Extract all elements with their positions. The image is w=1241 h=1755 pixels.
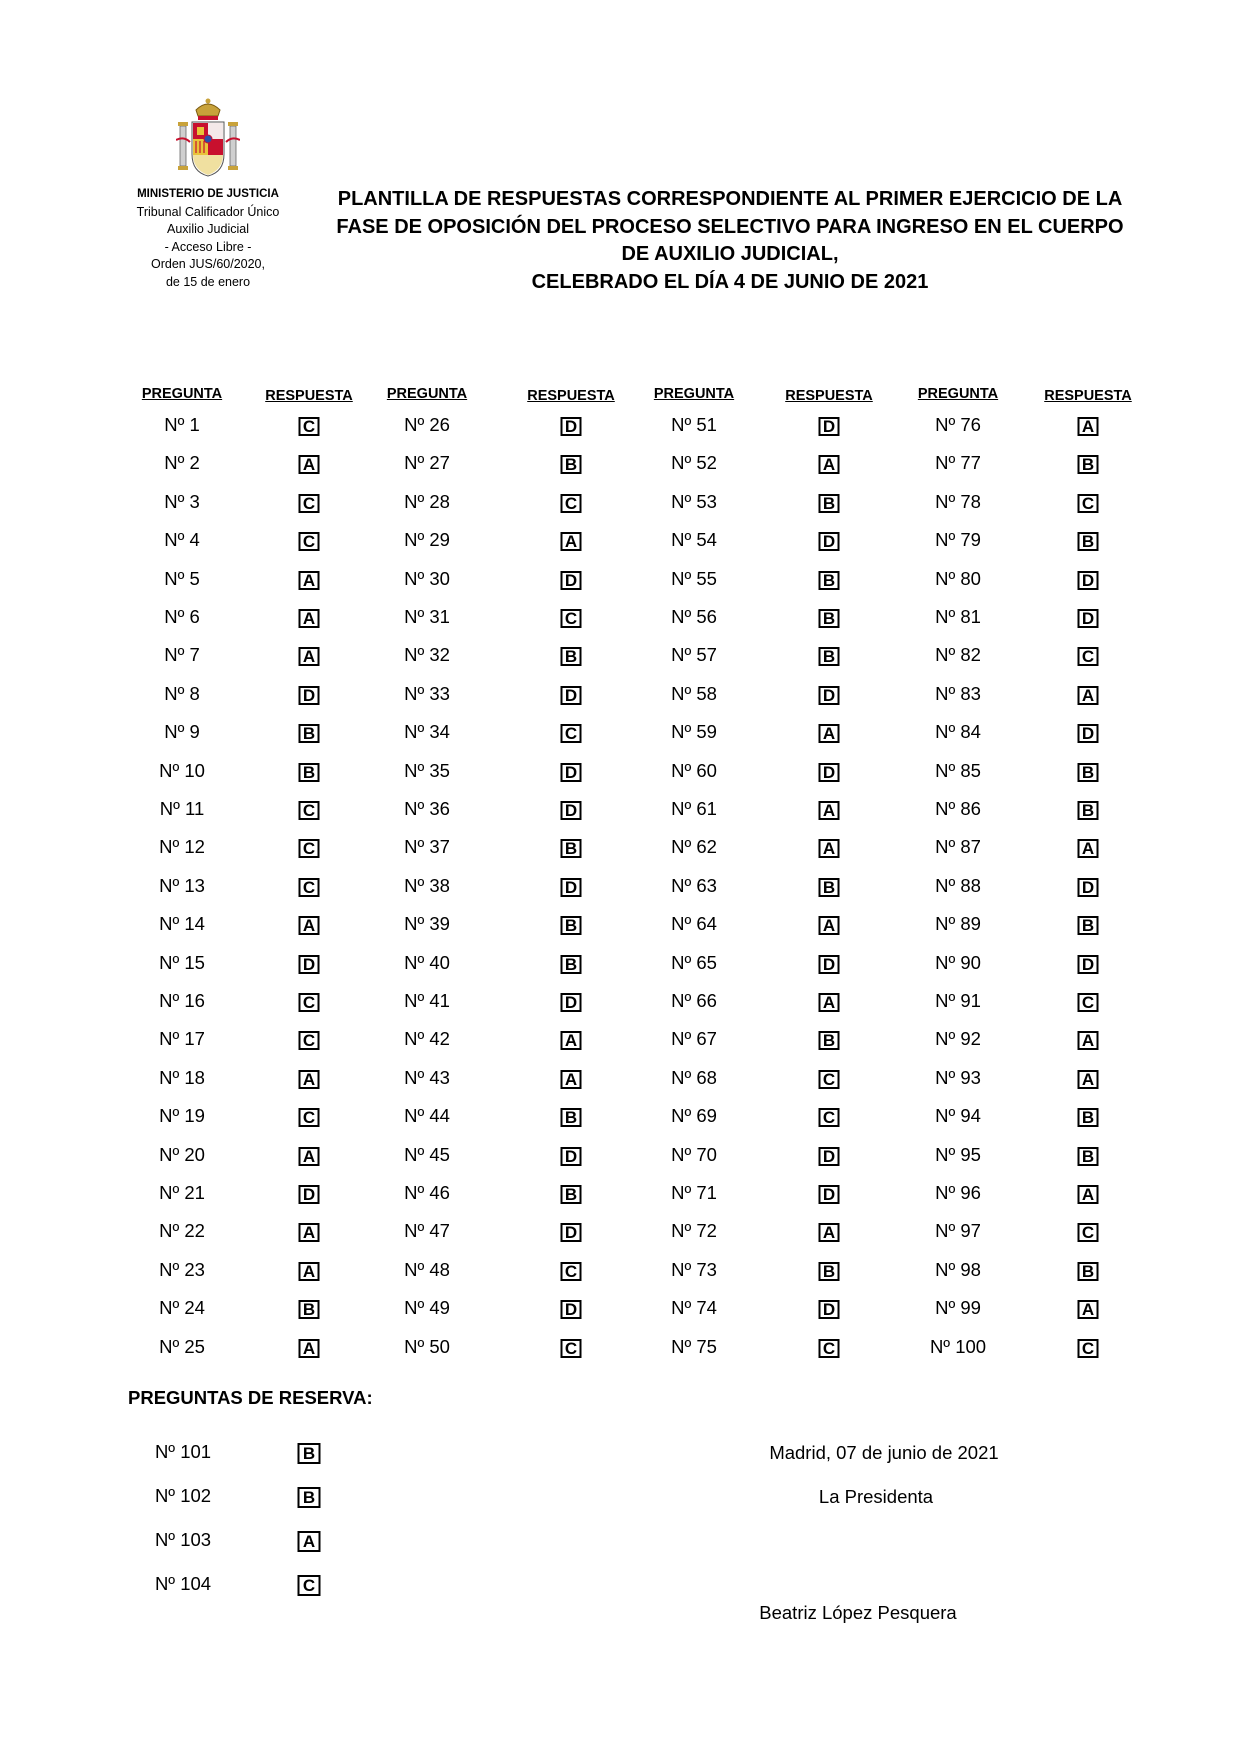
answer-box: A — [1078, 417, 1099, 436]
answer-box: B — [561, 955, 582, 974]
question-number: Nº 53 — [671, 490, 717, 512]
answer-box: B — [819, 1262, 840, 1281]
answer-box: B — [561, 1108, 582, 1127]
answer-box: C — [819, 1339, 840, 1358]
place-date: Madrid, 07 de junio de 2021 — [769, 1442, 999, 1463]
question-number: Nº 69 — [671, 1105, 717, 1127]
question-number: Nº 91 — [935, 990, 981, 1011]
question-number: Nº 7 — [164, 644, 200, 666]
question-number: Nº 21 — [159, 1182, 205, 1203]
title-line: CELEBRADO EL DÍA 4 DE JUNIO DE 2021 — [531, 270, 929, 293]
question-number: Nº 75 — [671, 1335, 717, 1357]
question-number: Nº 18 — [159, 1066, 205, 1088]
title-line: PLANTILLA DE RESPUESTAS CORRESPONDIENTE AL PRIMER EJERCICIO DE LA — [337, 188, 1123, 210]
question-number: Nº 12 — [159, 836, 205, 858]
question-header: PREGUNTA — [386, 386, 468, 402]
question-number: Nº 10 — [159, 759, 205, 781]
answer-box: D — [819, 1147, 840, 1166]
answer-box: A — [299, 647, 320, 666]
answer-box: B — [561, 1185, 582, 1204]
title-line: DE AUXILIO JUDICIAL, — [621, 243, 839, 265]
question-number: Nº 14 — [159, 913, 205, 935]
question-number: Nº 93 — [935, 1066, 981, 1088]
answer-box: A — [299, 1070, 320, 1089]
question-number: Nº 31 — [404, 606, 450, 627]
answer-box: A — [561, 1031, 582, 1050]
answer-box: C — [1078, 1223, 1099, 1242]
answer-box: B — [561, 839, 582, 858]
question-number: Nº 19 — [159, 1105, 205, 1127]
reserve-question-number: Nº 102 — [154, 1485, 212, 1506]
reserve-question-number: Nº 103 — [154, 1529, 212, 1550]
answer-box: C — [299, 801, 320, 820]
signer-role: La Presidenta — [818, 1486, 934, 1507]
question-number: Nº 48 — [404, 1258, 450, 1280]
reserve-answer-box: A — [298, 1531, 321, 1552]
answer-box: B — [561, 916, 582, 935]
question-number: Nº 40 — [404, 951, 450, 973]
answer-box: B — [819, 878, 840, 897]
answer-box: A — [1078, 1185, 1099, 1204]
answer-box: D — [819, 532, 840, 551]
answer-box: B — [819, 647, 840, 666]
answer-box: B — [819, 1031, 840, 1050]
question-number: Nº 20 — [159, 1143, 205, 1165]
reserve-answer-box: B — [298, 1443, 321, 1464]
question-number: Nº 95 — [935, 1143, 981, 1165]
question-number: Nº 5 — [164, 567, 200, 589]
answer-box: D — [819, 686, 840, 705]
answer-box: D — [1078, 724, 1099, 743]
answer-header: RESPUESTA — [785, 388, 873, 404]
question-number: Nº 88 — [935, 874, 981, 896]
question-number: Nº 83 — [935, 682, 981, 704]
question-number: Nº 84 — [935, 721, 981, 743]
answer-box: C — [299, 839, 320, 858]
answer-box: C — [561, 494, 582, 513]
ministry-name: MINISTERIO DE JUSTICIA — [137, 188, 279, 200]
question-number: Nº 37 — [404, 836, 450, 858]
answer-box: A — [561, 1070, 582, 1089]
answer-box: D — [561, 1300, 582, 1319]
question-number: Nº 39 — [404, 913, 450, 935]
reserve-answer-box: B — [298, 1487, 321, 1508]
question-number: Nº 58 — [671, 682, 717, 704]
answer-box: B — [299, 763, 320, 782]
answer-box: C — [299, 494, 320, 513]
answer-box: B — [561, 647, 582, 666]
question-number: Nº 38 — [404, 874, 450, 896]
question-number: Nº 6 — [164, 606, 200, 627]
answer-box: B — [1078, 763, 1099, 782]
question-number: Nº 90 — [935, 951, 981, 973]
answer-box: A — [819, 916, 840, 935]
answer-box: B — [1078, 1147, 1099, 1166]
title-line: FASE DE OPOSICIÓN DEL PROCESO SELECTIVO PARA INGRESO EN EL CUERPO — [336, 215, 1124, 238]
answer-box: B — [819, 494, 840, 513]
question-number: Nº 54 — [671, 529, 717, 551]
question-number: Nº 23 — [159, 1258, 205, 1280]
question-number: Nº 72 — [671, 1220, 717, 1242]
answer-header: RESPUESTA — [527, 388, 615, 404]
answer-box: A — [1078, 1300, 1099, 1319]
answer-box: B — [1078, 916, 1099, 935]
answer-box: A — [299, 1223, 320, 1242]
corps-line: Auxilio Judicial — [167, 222, 249, 236]
answer-box: D — [819, 1300, 840, 1319]
question-number: Nº 28 — [404, 490, 450, 512]
answer-box: C — [1078, 993, 1099, 1012]
question-number: Nº 74 — [671, 1297, 717, 1319]
question-number: Nº 61 — [671, 798, 717, 819]
answer-box: D — [561, 763, 582, 782]
question-number: Nº 52 — [671, 452, 717, 474]
question-number: Nº 89 — [935, 913, 981, 935]
answer-box: B — [1078, 801, 1099, 820]
reserve-answer-box: C — [298, 1575, 321, 1596]
tribunal-line: Tribunal Calificador Único — [136, 204, 280, 219]
answer-box: B — [561, 455, 582, 474]
question-number: Nº 13 — [159, 874, 205, 896]
reserve-question-number: Nº 101 — [154, 1441, 212, 1462]
question-number: Nº 44 — [404, 1105, 450, 1127]
question-number: Nº 43 — [404, 1066, 450, 1088]
answer-box: C — [819, 1070, 840, 1089]
answer-box: A — [299, 1147, 320, 1166]
question-header: PREGUNTA — [653, 386, 735, 402]
question-number: Nº 98 — [935, 1258, 981, 1280]
question-number: Nº 73 — [671, 1258, 717, 1280]
question-number: Nº 26 — [404, 414, 450, 435]
answer-box: C — [561, 609, 582, 628]
question-number: Nº 78 — [935, 490, 981, 512]
question-number: Nº 56 — [671, 606, 717, 627]
question-number: Nº 70 — [671, 1143, 717, 1165]
question-number: Nº 64 — [671, 913, 717, 935]
question-number: Nº 17 — [159, 1028, 205, 1050]
question-number: Nº 16 — [159, 990, 205, 1011]
answer-box: D — [561, 878, 582, 897]
answer-box: D — [819, 763, 840, 782]
question-number: Nº 22 — [159, 1220, 205, 1242]
answer-box: C — [1078, 647, 1099, 666]
order-line: Orden JUS/60/2020, — [151, 257, 265, 271]
question-number: Nº 96 — [935, 1182, 981, 1203]
question-number: Nº 42 — [404, 1028, 450, 1050]
answer-box: C — [299, 532, 320, 551]
question-number: Nº 85 — [935, 759, 981, 781]
answer-box: D — [819, 955, 840, 974]
question-number: Nº 60 — [671, 759, 717, 781]
question-number: Nº 77 — [935, 452, 981, 474]
access-line: - Acceso Libre - — [164, 239, 252, 254]
answer-box: A — [299, 916, 320, 935]
answer-box: D — [1078, 955, 1099, 974]
question-number: Nº 65 — [671, 951, 717, 973]
answer-box: A — [819, 839, 840, 858]
answer-box: A — [299, 1262, 320, 1281]
question-number: Nº 9 — [164, 721, 200, 743]
question-number: Nº 80 — [935, 567, 981, 589]
answer-box: D — [561, 571, 582, 590]
question-number: Nº 30 — [404, 567, 450, 589]
question-number: Nº 59 — [671, 721, 717, 743]
question-number: Nº 51 — [671, 414, 717, 435]
answer-box: A — [1078, 1070, 1099, 1089]
question-number: Nº 29 — [404, 529, 450, 551]
answer-box: A — [1078, 686, 1099, 705]
answer-header: RESPUESTA — [265, 388, 353, 404]
answer-box: C — [299, 417, 320, 436]
answer-box: D — [1078, 609, 1099, 628]
answer-box: B — [1078, 1108, 1099, 1127]
answer-box: B — [299, 724, 320, 743]
answer-box: D — [299, 1185, 320, 1204]
question-number: Nº 55 — [671, 567, 717, 589]
question-number: Nº 45 — [404, 1143, 450, 1165]
answer-box: C — [1078, 494, 1099, 513]
question-number: Nº 27 — [404, 452, 450, 474]
answer-box: D — [561, 801, 582, 820]
answer-box: B — [819, 571, 840, 590]
question-number: Nº 71 — [671, 1182, 717, 1203]
answer-box: D — [1078, 878, 1099, 897]
answer-box: B — [1078, 455, 1099, 474]
question-number: Nº 3 — [164, 490, 200, 512]
reserve-title: PREGUNTAS DE RESERVA: — [128, 1387, 373, 1408]
answer-box: C — [1078, 1339, 1099, 1358]
answer-box: D — [561, 1223, 582, 1242]
answer-box: C — [561, 1262, 582, 1281]
question-number: Nº 49 — [404, 1297, 450, 1319]
answer-box: D — [561, 993, 582, 1012]
question-number: Nº 25 — [159, 1335, 205, 1357]
question-number: Nº 15 — [159, 951, 205, 973]
answer-box: A — [299, 1339, 320, 1358]
question-number: Nº 67 — [671, 1028, 717, 1050]
question-number: Nº 46 — [404, 1182, 450, 1203]
answer-box: A — [1078, 839, 1099, 858]
question-number: Nº 79 — [935, 529, 981, 551]
answer-box: D — [299, 686, 320, 705]
question-number: Nº 8 — [164, 682, 200, 704]
question-number: Nº 97 — [935, 1220, 981, 1242]
answer-box: C — [299, 993, 320, 1012]
answer-box: A — [819, 993, 840, 1012]
question-number: Nº 62 — [671, 836, 717, 858]
answer-box: A — [561, 532, 582, 551]
answer-box: D — [561, 686, 582, 705]
question-number: Nº 34 — [404, 721, 450, 743]
answer-box: A — [819, 455, 840, 474]
answer-box: A — [819, 801, 840, 820]
answer-box: B — [819, 609, 840, 628]
answer-header: RESPUESTA — [1044, 388, 1132, 404]
answer-box: C — [561, 724, 582, 743]
question-number: Nº 66 — [671, 990, 717, 1011]
question-number: Nº 63 — [671, 874, 717, 896]
answer-box: D — [561, 1147, 582, 1166]
question-number: Nº 100 — [929, 1335, 987, 1357]
answer-box: B — [299, 1300, 320, 1319]
answer-box: A — [299, 455, 320, 474]
answer-box: A — [819, 1223, 840, 1242]
question-number: Nº 35 — [404, 759, 450, 781]
question-number: Nº 76 — [935, 414, 981, 435]
reserve-question-number: Nº 104 — [154, 1573, 212, 1594]
question-number: Nº 87 — [935, 836, 981, 858]
answer-box: C — [299, 878, 320, 897]
question-number: Nº 2 — [164, 452, 200, 474]
answer-box: B — [1078, 1262, 1099, 1281]
question-number: Nº 94 — [935, 1105, 981, 1127]
question-number: Nº 4 — [164, 529, 200, 551]
question-number: Nº 24 — [159, 1297, 205, 1319]
question-number: Nº 99 — [935, 1297, 981, 1319]
answer-box: A — [299, 571, 320, 590]
question-number: Nº 36 — [404, 798, 450, 819]
order-date-line: de 15 de enero — [165, 274, 251, 289]
signer-name: Beatriz López Pesquera — [759, 1602, 957, 1623]
answer-box: D — [299, 955, 320, 974]
question-number: Nº 50 — [404, 1335, 450, 1357]
answer-box: A — [1078, 1031, 1099, 1050]
answer-box: B — [1078, 532, 1099, 551]
answer-box: C — [561, 1339, 582, 1358]
answer-box: D — [1078, 571, 1099, 590]
answer-box: D — [819, 1185, 840, 1204]
question-number: Nº 92 — [935, 1028, 981, 1050]
question-number: Nº 33 — [404, 682, 450, 704]
answer-box: D — [561, 417, 582, 436]
answer-box: A — [819, 724, 840, 743]
question-header: PREGUNTA — [141, 386, 223, 402]
question-number: Nº 82 — [935, 644, 981, 666]
question-number: Nº 47 — [404, 1220, 450, 1242]
answer-box: A — [299, 609, 320, 628]
answer-box: C — [819, 1108, 840, 1127]
question-number: Nº 81 — [935, 606, 981, 627]
question-number: Nº 86 — [935, 798, 981, 819]
question-number: Nº 68 — [671, 1066, 717, 1088]
question-header: PREGUNTA — [917, 386, 999, 402]
question-number: Nº 32 — [404, 644, 450, 666]
answer-box: C — [299, 1108, 320, 1127]
answer-box: C — [299, 1031, 320, 1050]
question-number: Nº 57 — [671, 644, 717, 666]
question-number: Nº 11 — [159, 798, 205, 819]
question-number: Nº 41 — [404, 990, 450, 1011]
answer-box: D — [819, 417, 840, 436]
question-number: Nº 1 — [164, 414, 200, 435]
